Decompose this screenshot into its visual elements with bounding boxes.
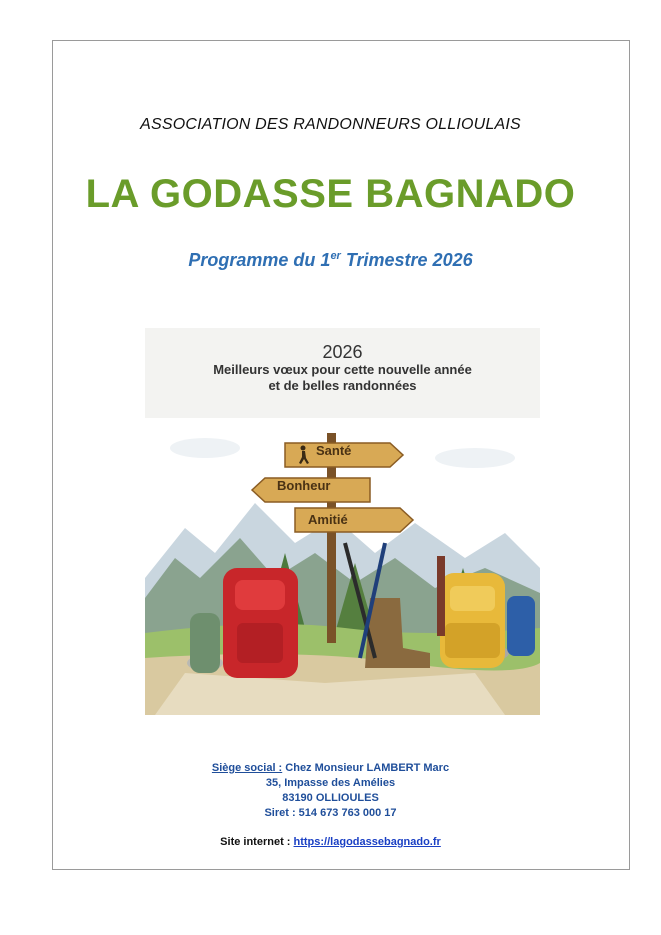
website-line xyxy=(0,836,661,848)
page-title: LA GODASSE BAGNADO xyxy=(85,172,576,216)
banner-line-1: Meilleurs vœux pour cette nouvelle année xyxy=(213,362,472,377)
address-line-1: 35, Impasse des Amélies xyxy=(265,777,396,789)
greeting-banner xyxy=(145,328,540,418)
website-link[interactable]: https://lagodassebagnado.fr xyxy=(293,836,441,848)
program-subtitle xyxy=(0,250,661,271)
siege-value: Chez Monsieur LAMBERT Marc xyxy=(282,762,450,774)
subtitle-suffix: Trimestre 2026 xyxy=(340,250,473,270)
site-label: Site internet : xyxy=(220,836,294,848)
sign-label-bonheur: Bonheur xyxy=(277,478,331,493)
siege-social xyxy=(0,762,661,774)
banner-year: 2026 xyxy=(322,342,363,362)
sign-label-amitie: Amitié xyxy=(308,512,348,527)
address-line-2: 83190 OLLIOULES xyxy=(282,792,379,804)
banner-line-2: et de belles randonnées xyxy=(268,378,417,393)
siret: Siret : 514 673 763 000 17 xyxy=(264,807,397,819)
siege-label: Siège social : xyxy=(211,762,283,774)
subtitle-prefix: Programme du 1 xyxy=(188,250,331,270)
subtitle-superscript: er xyxy=(330,250,341,262)
association-name: ASSOCIATION DES RANDONNEURS OLLIOULAIS xyxy=(140,116,521,133)
sign-label-sante: Santé xyxy=(316,443,352,458)
